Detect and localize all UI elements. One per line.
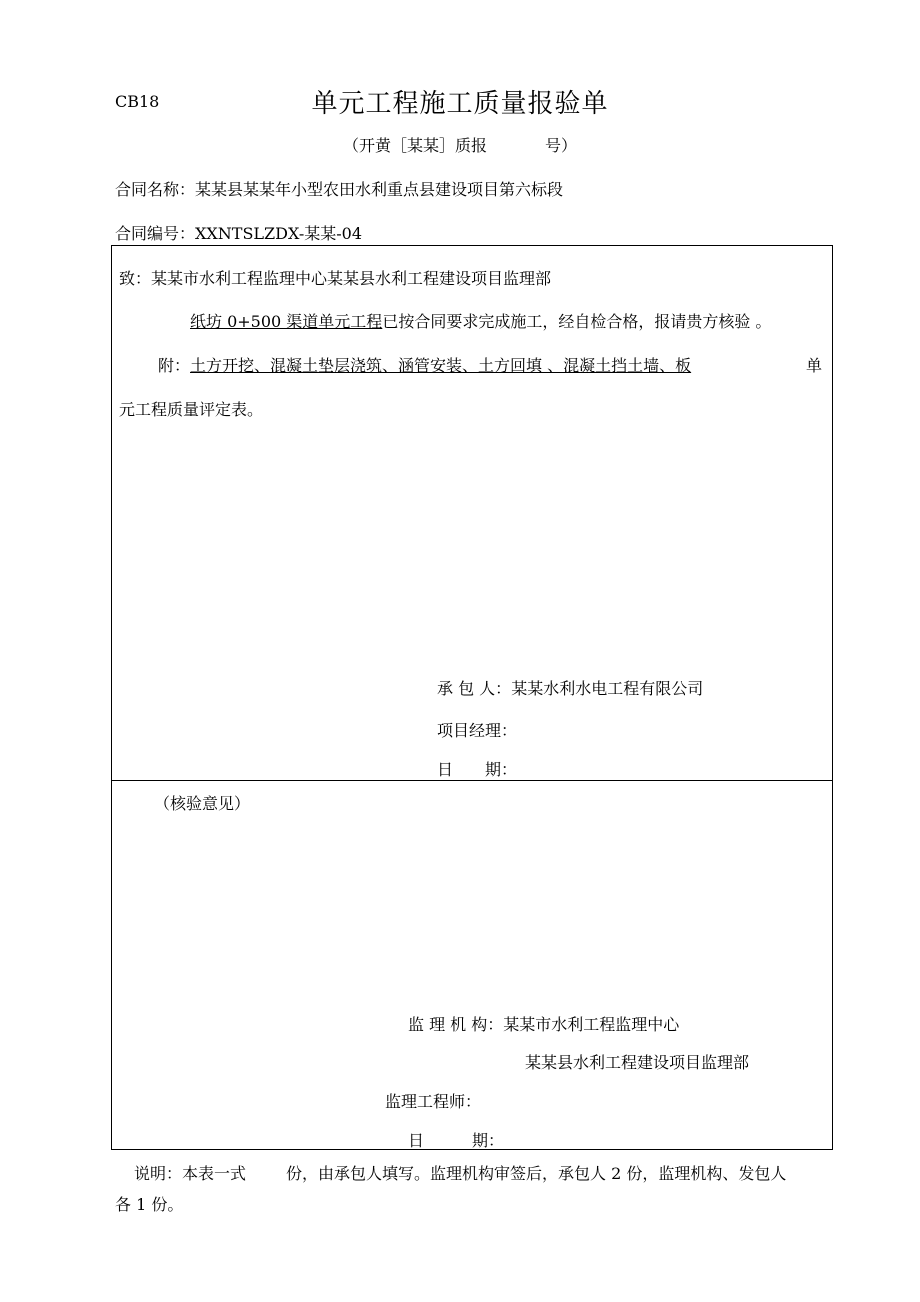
page-title: 单元工程施工质量报验单 bbox=[311, 89, 609, 119]
attachment-label: 附： bbox=[158, 356, 191, 375]
contract-name-label: 合同名称： bbox=[115, 180, 196, 199]
contractor-label: 承 包 人： bbox=[437, 679, 512, 698]
contract-name-value: 某某县某某年小型农田水利重点县建设项目第六标段 bbox=[195, 180, 564, 199]
contract-number-row bbox=[115, 221, 362, 244]
note-text-a: 说明：本表一式 bbox=[134, 1164, 247, 1183]
supervisor-org-row bbox=[408, 1012, 679, 1035]
supervisor-engineer-label: 监理工程师： bbox=[385, 1092, 482, 1111]
report-number-suffix: 号） bbox=[545, 136, 578, 155]
addressee-value: 某某市水利工程监理中心某某县水利工程建设项目监理部 bbox=[151, 269, 552, 288]
form-code: CB18 bbox=[115, 92, 160, 111]
contract-number-value: XXNTSLZDX-某某-04 bbox=[195, 224, 362, 243]
contract-name-row bbox=[115, 177, 563, 200]
addressee-label: 致： bbox=[119, 269, 152, 288]
review-date-label: 日 期： bbox=[408, 1131, 505, 1150]
note-line-2: 各 1 份。 bbox=[115, 1195, 184, 1214]
review-opinion-label: （核验意见） bbox=[154, 794, 251, 813]
unit-name: 纸坊 0+500 渠道单元工程 bbox=[190, 312, 383, 331]
attachment-line2: 元工程质量评定表。 bbox=[119, 400, 264, 419]
note-line-1 bbox=[115, 1161, 786, 1184]
supervisor-org-value-2: 某某县水利工程建设项目监理部 bbox=[525, 1053, 750, 1072]
report-number-prefix: （开黄［某某］质报 bbox=[342, 136, 487, 155]
section-divider bbox=[112, 780, 832, 781]
note-text-b: 份，由承包人填写。监理机构审签后，承包人 2 份，监理机构、发包人 bbox=[286, 1164, 787, 1183]
contractor-row bbox=[437, 676, 703, 699]
attachment-row bbox=[158, 353, 691, 376]
submission-date-label: 日 期： bbox=[437, 760, 518, 779]
report-number bbox=[0, 133, 920, 156]
supervisor-org-value-1: 某某市水利工程监理中心 bbox=[503, 1015, 680, 1034]
addressee-row bbox=[119, 266, 551, 289]
statement-text: 已按合同要求完成施工，经自检合格，报请贵方核验 。 bbox=[382, 312, 772, 331]
project-manager-label: 项目经理： bbox=[437, 721, 518, 740]
attachment-items: 土方开挖、混凝土垫层浇筑、涵管安装、土方回填 、混凝土挡土墙、板 bbox=[190, 356, 692, 375]
contractor-value: 某某水利水电工程有限公司 bbox=[511, 679, 704, 698]
attachment-tail: 单 bbox=[806, 356, 823, 375]
supervisor-org-label: 监 理 机 构： bbox=[408, 1015, 504, 1034]
statement-row bbox=[190, 309, 771, 332]
report-table bbox=[111, 245, 833, 1150]
contract-number-label: 合同编号： bbox=[115, 224, 196, 243]
